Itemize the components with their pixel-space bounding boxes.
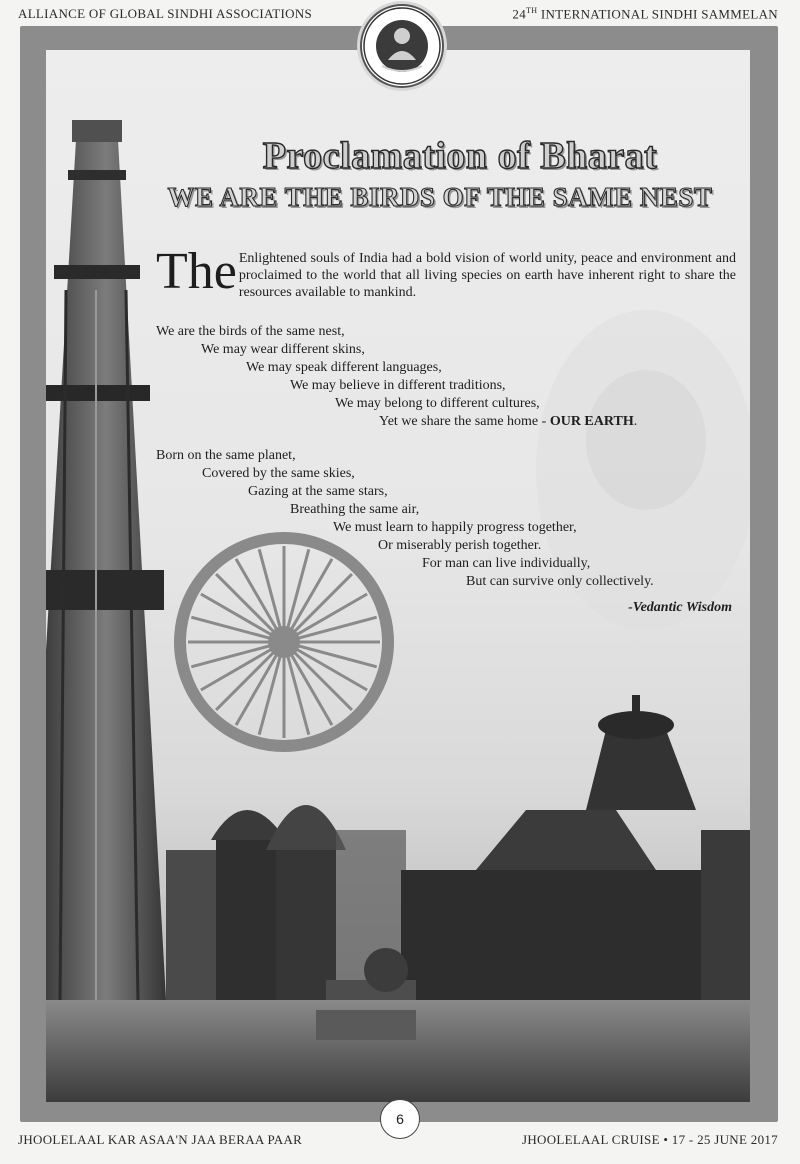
poem-line: But can survive only collectively.: [466, 574, 654, 589]
poem-line: Gazing at the same stars,: [248, 484, 388, 499]
poem-line: [379, 414, 637, 430]
poem-line-text: Yet we share the same home -: [379, 414, 550, 429]
poem-line: We are the birds of the same nest,: [156, 324, 345, 339]
poem-line: Born on the same planet,: [156, 448, 296, 463]
poem-line: We may believe in different traditions,: [290, 378, 506, 393]
attribution: -Vedantic Wisdom: [628, 600, 732, 615]
poem-line: Or miserably perish together.: [378, 538, 542, 553]
header-publication-name: ALLIANCE OF GLOBAL SINDHI ASSOCIATIONS: [18, 6, 313, 21]
poem-line: We must learn to happily progress together,: [333, 520, 577, 535]
association-logo: [360, 4, 444, 88]
deity-emblem-icon: [362, 6, 442, 86]
poem-line: For man can live individually,: [422, 556, 591, 571]
intro-dropcap: The: [156, 243, 237, 300]
page-subtitle: WE ARE THE BIRDS OF THE SAME NEST: [167, 182, 713, 212]
footer-tagline: JHOOLELAAL KAR ASAA'N JAA BERAA PAAR: [18, 1132, 303, 1147]
event-edition-number: 24: [512, 6, 527, 22]
header-event-name: [512, 6, 778, 22]
poem-emphasis: OUR EARTH: [549, 414, 634, 429]
event-edition-suffix: TH: [526, 6, 538, 15]
poem-line: We may speak different languages,: [246, 360, 442, 375]
ashoka-chakra-icon: [180, 538, 388, 746]
poem-line: Breathing the same air,: [290, 502, 420, 517]
poem-line: We may wear different skins,: [201, 342, 365, 357]
poem-line-end: .: [633, 414, 638, 429]
footer-event-dates: JHOOLELAAL CRUISE • 17 - 25 JUNE 2017: [521, 1132, 778, 1147]
poem-line: We may belong to different cultures,: [335, 396, 540, 411]
event-title: INTERNATIONAL SINDHI SAMMELAN: [537, 6, 778, 22]
intro-paragraph: [156, 243, 736, 301]
page-number: 6: [380, 1099, 420, 1139]
poem-line: Covered by the same skies,: [202, 466, 355, 481]
page-title: Proclamation of Bharat: [262, 135, 658, 177]
intro-text: Enlightened souls of India had a bold vision of world unity, peace and environment and proclaimed to the world that all living species on earth have inherent right to share the resources available to mankind.: [238, 251, 736, 300]
